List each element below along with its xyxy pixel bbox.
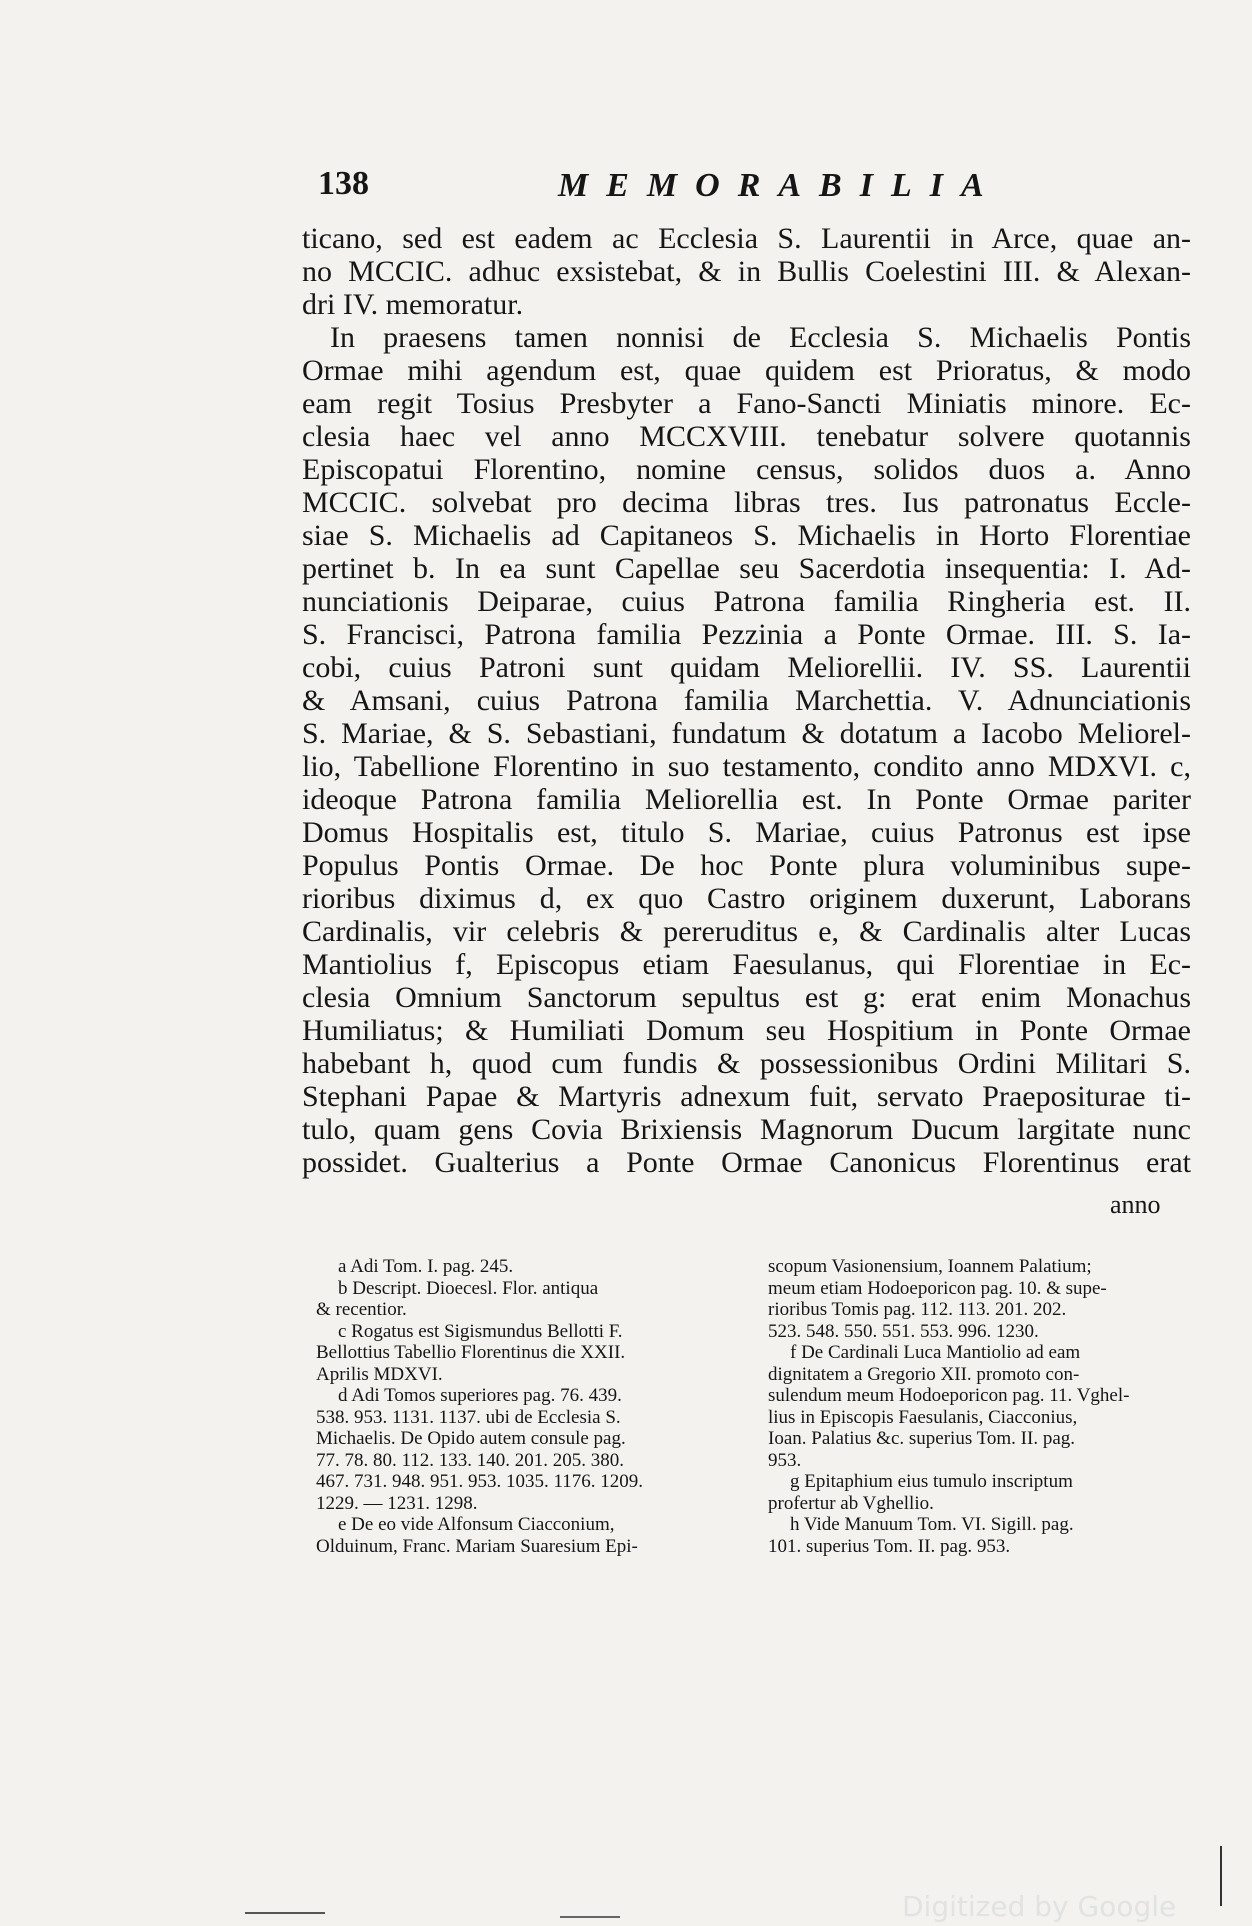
footnote-line: e De eo vide Alfonsum Ciacconium, — [338, 1514, 615, 1535]
footnote-line: 538. 953. 1131. 1137. ubi de Ecclesia S. — [316, 1406, 621, 1428]
footnote-line: Olduinum, Franc. Mariam Suaresium Epi- — [316, 1535, 638, 1557]
footnote-line: Ioan. Palatius &c. superius Tom. II. pag. — [768, 1428, 1076, 1449]
main-text-block — [302, 222, 1191, 1179]
text-line: rioribus diximus d, ex quo Castro originem duxerunt, Laborans — [302, 882, 1191, 915]
footnote-line: 467. 731. 948. 951. 953. 1035. 1176. 1209. — [316, 1471, 644, 1492]
text-line: & Amsani, cuius Patrona familia Marchettia. V. Adnunciationis — [302, 684, 1191, 717]
footnotes-right-column — [768, 1256, 1192, 1557]
footnote-line: scopum Vasionensium, Ioannem Palatium; — [768, 1256, 1092, 1277]
digitization-watermark: Digitized by Google — [902, 1890, 1177, 1923]
text-line: Humiliatus; & Humiliati Domum seu Hospitium in Ponte Ormae — [302, 1014, 1191, 1047]
footnote-line: b Descript. Dioecesl. Flor. antiqua — [338, 1277, 599, 1299]
text-line: In praesens tamen nonnisi de Ecclesia S. Michaelis Pontis — [330, 321, 1191, 354]
footnote-line: g Epitaphium eius tumulo inscriptum — [790, 1471, 1073, 1492]
footnote-line: Aprilis MDXVI. — [316, 1363, 443, 1385]
text-line: clesia haec vel anno MCCXVIII. tenebatur solvere quotannis — [302, 420, 1191, 453]
scan-edge-mark — [1220, 1846, 1222, 1906]
text-line: S. Mariae, & S. Sebastiani, fundatum & dotatum a Iacobo Meliorel- — [302, 717, 1191, 750]
text-line: Episcopatui Florentino, nomine census, solidos duos a. Anno — [302, 453, 1191, 486]
footnote-line: 953. — [768, 1449, 802, 1471]
footnote-line: dignitatem a Gregorio XII. promoto con- — [768, 1363, 1080, 1385]
text-line: pertinet b. In ea sunt Capellae seu Sacerdotia insequentia: I. Ad- — [302, 552, 1191, 585]
footnote-line: a Adi Tom. I. pag. 245. — [338, 1256, 514, 1277]
text-line: no MCCIC. adhuc exsistebat, & in Bullis Coelestini III. & Alexan- — [302, 255, 1191, 288]
footnote-line: sulendum meum Hodoeporicon pag. 11. Vghel- — [768, 1385, 1130, 1406]
catchword: anno — [1110, 1190, 1161, 1219]
footnote-line: profertur ab Vghellio. — [768, 1492, 934, 1514]
scan-artifact-line — [560, 1916, 620, 1918]
footnote-line: f De Cardinali Luca Mantiolio ad eam — [790, 1342, 1081, 1363]
running-title: MEMORABILIA — [558, 167, 1002, 204]
footnote-line: & recentior. — [316, 1299, 407, 1320]
footnote-line: c Rogatus est Sigismundus Bellotti F. — [338, 1320, 623, 1342]
text-line: ticano, sed est eadem ac Ecclesia S. Laurentii in Arce, quae an- — [302, 222, 1191, 255]
text-line: lio, Tabellione Florentino in suo testamento, condito anno MDXVI. c, — [302, 750, 1191, 783]
text-line: nunciationis Deiparae, cuius Patrona familia Ringheria est. II. — [302, 585, 1191, 618]
text-line: Stephani Papae & Martyris adnexum fuit, servato Praepositurae ti- — [302, 1080, 1191, 1113]
footnote-line: 101. superius Tom. II. pag. 953. — [768, 1535, 1011, 1557]
footnote-line: 523. 548. 550. 551. 553. 996. 1230. — [768, 1320, 1039, 1342]
footnote-line: rioribus Tomis pag. 112. 113. 201. 202. — [768, 1299, 1067, 1320]
text-line: S. Francisci, Patrona familia Pezzinia a Ponte Ormae. III. S. Ia- — [302, 618, 1191, 651]
footnote-line: Bellottius Tabellio Florentinus die XXII. — [316, 1342, 626, 1363]
text-line: dri IV. memoratur. — [302, 288, 524, 321]
footnotes-left-column — [316, 1256, 738, 1557]
page-number: 138 — [318, 165, 369, 202]
text-line: possidet. Gualterius a Ponte Ormae Canonicus Florentinus erat — [302, 1146, 1191, 1179]
text-line: Cardinalis, vir celebris & pereruditus e, & Cardinalis alter Lucas — [302, 915, 1191, 948]
text-line: eam regit Tosius Presbyter a Fano-Sancti Miniatis minore. Ec- — [302, 387, 1191, 420]
scan-artifact-line — [245, 1912, 325, 1914]
footnote-line: d Adi Tomos superiores pag. 76. 439. — [338, 1385, 622, 1406]
text-line: Domus Hospitalis est, titulo S. Mariae, cuius Patronus est ipse — [302, 816, 1191, 849]
text-line: tulo, quam gens Covia Brixiensis Magnorum Ducum largitate nunc — [302, 1113, 1191, 1146]
page-header — [318, 165, 1188, 215]
text-line: Mantiolius f, Episcopus etiam Faesulanus, qui Florentiae in Ec- — [302, 948, 1191, 981]
footnote-line: 1229. — 1231. 1298. — [316, 1492, 478, 1514]
text-line: siae S. Michaelis ad Capitaneos S. Michaelis in Horto Florentiae — [302, 519, 1191, 552]
footnote-line: meum etiam Hodoeporicon pag. 10. & supe- — [768, 1277, 1107, 1299]
text-line: Populus Pontis Ormae. De hoc Ponte plura voluminibus supe- — [302, 849, 1191, 882]
footnote-line: h Vide Manuum Tom. VI. Sigill. pag. — [790, 1514, 1074, 1535]
text-line: MCCIC. solvebat pro decima libras tres. Ius patronatus Eccle- — [302, 486, 1191, 519]
text-line: cobi, cuius Patroni sunt quidam Meliorellii. IV. SS. Laurentii — [302, 651, 1191, 684]
footnote-line: Michaelis. De Opido autem consule pag. — [316, 1428, 626, 1449]
text-line: Ormae mihi agendum est, quae quidem est Prioratus, & modo — [302, 354, 1191, 387]
text-line: habebant h, quod cum fundis & possessionibus Ordini Militari S. — [302, 1047, 1191, 1080]
text-line: clesia Omnium Sanctorum sepultus est g: erat enim Monachus — [302, 981, 1191, 1014]
footnote-line: 77. 78. 80. 112. 133. 140. 201. 205. 380. — [316, 1449, 625, 1471]
text-line: ideoque Patrona familia Meliorellia est. In Ponte Ormae pariter — [302, 783, 1191, 816]
footnote-line: lius in Episcopis Faesulanis, Ciacconius, — [768, 1406, 1078, 1428]
